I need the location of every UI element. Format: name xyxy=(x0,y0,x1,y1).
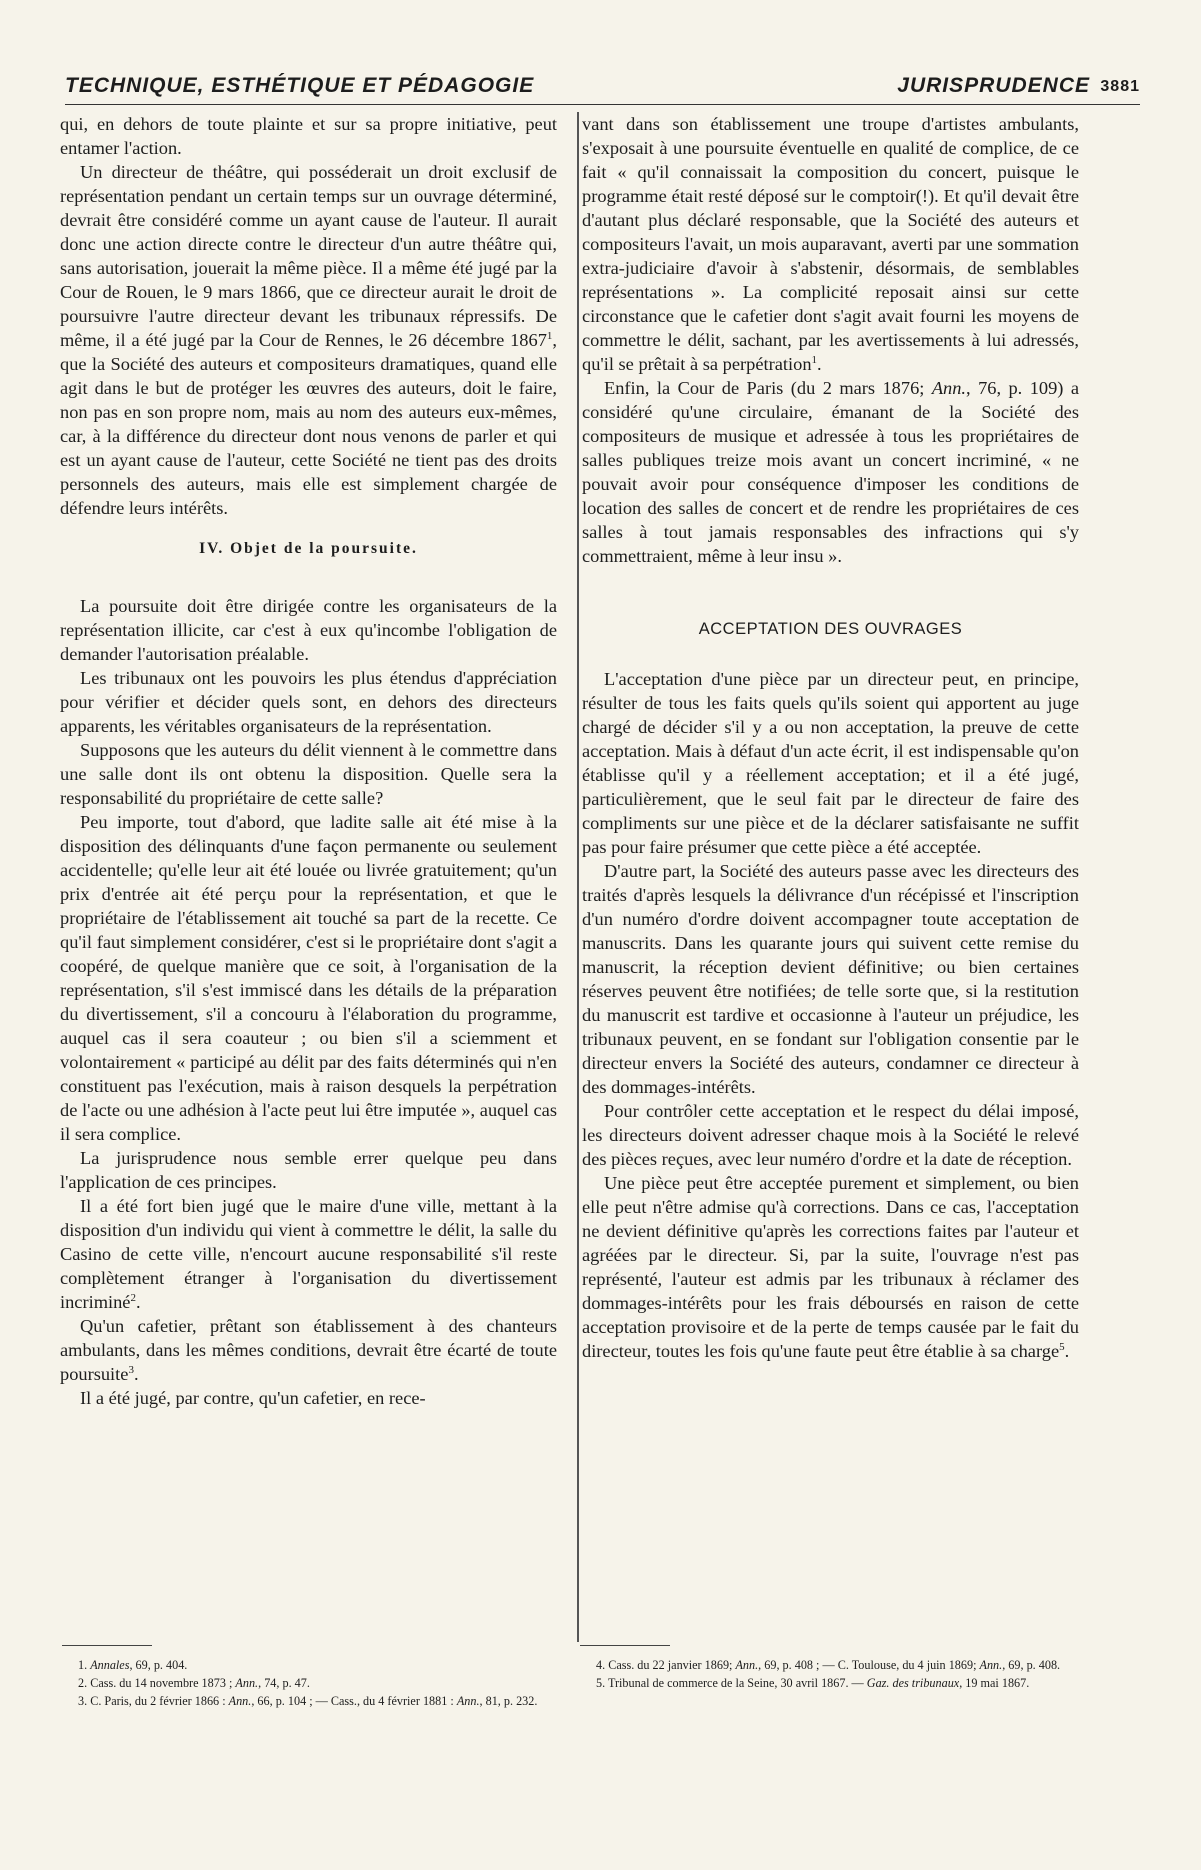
section-title: ACCEPTATION DES OUVRAGES xyxy=(698,620,963,638)
section-subheading: IV. Objet de la poursuite. xyxy=(199,540,418,557)
paragraph: Les tribunaux ont les pouvoirs les plus étendus d'appréciation pour vérifier et décider quels sont, en dehors des directeurs apparents, les véritables organisateurs de la représentation. xyxy=(60,668,557,736)
footnote-ref: 1 xyxy=(811,353,818,366)
footnote-rule-left xyxy=(62,1645,152,1646)
footnotes-left xyxy=(62,1656,562,1710)
paragraph: D'autre part, la Société des auteurs passe avec les directeurs des traités d'après lesquels la délivrance d'un récépissé et l'inscription d'un numéro d'ordre doivent accompagner toute acceptation de manuscrits. Dans les quarante jours qui suivent cette remise du manuscrit, la réception devient définitive; ou bien certaines réserves peuvent être notifiées; de telle sorte que, si la restitution du manuscrit est tardive et occasionne à l'auteur un préjudice, les tribunaux peuvent, en se fondant sur l'obligation consentie par le directeur envers la Société des auteurs, condamner ce directeur à des dommages-intérêts. xyxy=(582,861,1079,1097)
paragraph: Peu importe, tout d'abord, que ladite salle ait été mise à la disposition des délinquants d'une façon permanente ou seulement accidentelle; qu'elle leur ait été louée ou livrée gratuitement; qu'un prix d'entrée ait été perçu pour la représentation, et que le propriétaire de l'établissement ait touché sa part de la recette. Ce qu'il faut simplement considérer, c'est si le propriétaire dont s'agit a coopéré, de quelque manière que ce soit, à l'organisation de la représentation, s'il s'est immiscé dans les détails de la préparation du divertissement, s'il a concouru à l'élaboration du programme, auquel cas il sera coauteur ; ou bien s'il a sciemment et volontairement « participé au délit par des faits déterminés qui n'en constituent pas l'exécution, mais à raison desquels la perpétration de l'acte ou une adhésion à l'acte peut lui être imputée », auquel cas il sera complice. xyxy=(60,812,557,1144)
paragraph: Pour contrôler cette acceptation et le respect du délai imposé, les directeurs doivent adresser chaque mois à la Société le relevé des pièces reçues, avec leur numéro d'ordre et la date de réception. xyxy=(582,1101,1079,1169)
paragraph: Qu'un cafetier, prêtant son établissement à des chanteurs ambulants, dans les mêmes conditions, devrait être écarté de toute poursuite$^3$. xyxy=(60,1316,557,1384)
header-left-title: TECHNIQUE, ESTHÉTIQUE ET PÉDAGOGIE xyxy=(65,74,535,97)
column-divider xyxy=(577,112,579,1642)
paragraph: Il a été fort bien jugé que le maire d'une ville, mettant à la disposition d'un individu qui vient à commettre le délit, la salle du Casino de cette ville, n'encourt aucune responsabilité s'il reste complètement étranger à l'organisation du divertissement incriminé$^2$. xyxy=(60,1196,557,1312)
paragraph: L'acceptation d'une pièce par un directeur peut, en principe, résulter de tous les faits quels qu'ils soient qui apportent au juge chargé de décider s'il y a ou non acceptation, la preuve de cette acceptation. Mais à défaut d'un acte écrit, il est indispensable qu'on établisse qu'il y a réellement acceptation; et il a été jugé, particulièrement, que le seul fait par le directeur de faire des compliments sur une pièce et de la déclarer satisfaisante ne suffit pas pour faire présumer que cette pièce a été acceptée. xyxy=(582,669,1079,857)
footnote-ref: 5 xyxy=(1059,1340,1065,1353)
footnote-ref: 1 xyxy=(546,329,553,342)
paragraph: Un directeur de théâtre, qui posséderait un droit exclusif de représentation pendant un certain temps sur un ouvrage déterminé, devrait être considéré comme un ayant cause de l'auteur. Il aurait donc une action directe contre le directeur d'un autre théâtre qui, sans autorisation, jouerait la même pièce. Il a même été jugé par la Cour de Rouen, le 9 mars 1866, que ce directeur aurait le droit de poursuivre l'autre directeur devant les tribunaux répressifs. De même, il a été jugé par la Cour de Rennes, le 26 décembre 1867$^1$, que la Société des auteurs et compositeurs dramatiques, quand elle agit dans le but de protéger les œuvres des auteurs, doit le faire, non pas en son propre nom, mais au nom des auteurs eux-mêmes, car, à la différence du directeur dont nous venons de parler et qui est un ayant cause de l'auteur, cette Société ne tient pas des droits personnels des auteurs, mais elle est simplement chargée de défendre leurs intérêts. xyxy=(60,162,557,518)
paragraph: vant dans son établissement une troupe d'artistes ambulants, s'exposait à une poursuite éventuelle en qualité de complice, de ce fait « qu'il connaissait la composition du concert, puisque le programme était resté déposé sur le comptoir(!). Et qu'il devait être d'autant plus déclaré responsable, que la Société des auteurs et compositeurs l'avait, un mois auparavant, averti par une sommation extra-judiciaire d'avoir à s'abstenir, désormais, de semblables représentations ». La complicité reposait ainsi sur cette circonstance que le cafetier dont s'agit avait fourni les moyens de commettre le délit, sachant, par les avertissements à lui adressés, qu'il se prêtait à sa perpétration$^1$. xyxy=(582,114,1079,374)
footnote-ref: 3 xyxy=(128,1363,134,1376)
paragraph: La jurisprudence nous semble errer quelque peu dans l'application de ces principes. xyxy=(60,1148,557,1192)
footnote-ref: 2 xyxy=(130,1291,136,1304)
footnote: 5. Tribunal de commerce de la Seine, 30 avril 1867. — Gaz. des tribunaux, 19 mai 1867. xyxy=(596,1676,1030,1690)
paragraph: La poursuite doit être dirigée contre les organisateurs de la représentation illicite, car c'est à eux qu'incombe l'obligation de demander l'autorisation préalable. xyxy=(60,596,557,664)
paragraph: qui, en dehors de toute plainte et sur sa propre initiative, peut entamer l'action. xyxy=(60,114,557,158)
page-number: 3881 xyxy=(1100,78,1140,95)
footnote: 1. Annales, 69, p. 404. xyxy=(78,1658,188,1672)
paragraph: Une pièce peut être acceptée purement et simplement, ou bien elle peut n'être admise qu'à corrections. Dans ce cas, l'acceptation ne devient définitive qu'après les corrections faites par l'auteur et agréées par le directeur. Si, par la suite, l'ouvrage n'est pas représenté, l'auteur est admis par les tribunaux à réclamer des dommages-intérêts pour les frais déboursés en raison de cette acceptation provisoire et de la perte de temps causée par le fait du directeur, toutes les fois qu'une faute peut être établie à sa charge$^5$. xyxy=(582,1173,1079,1361)
running-header xyxy=(65,72,1140,105)
footnote-rule-right xyxy=(580,1645,670,1646)
paragraph: Supposons que les auteurs du délit viennent à le commettre dans une salle dont ils ont obtenu la disposition. Quelle sera la responsabilité du propriétaire de cette salle? xyxy=(60,740,557,808)
footnote: 2. Cass. du 14 novembre 1873 ; Ann., 74, p. 47. xyxy=(78,1676,310,1690)
header-right-title: JURISPRUDENCE xyxy=(897,74,1090,97)
footnote: 3. C. Paris, du 2 février 1866 : Ann., 66, p. 104 ; — Cass., du 4 février 1881 : Ann., 81, p. 232. xyxy=(78,1694,538,1708)
paragraph: Il a été jugé, par contre, qu'un cafetier, en rece- xyxy=(80,1388,426,1408)
right-column xyxy=(582,112,1079,1363)
footnotes-right xyxy=(580,1656,1080,1692)
footnote: 4. Cass. du 22 janvier 1869; Ann., 69, p. 408 ; — C. Toulouse, du 4 juin 1869; Ann., 69, p. 408. xyxy=(596,1658,1061,1672)
paragraph: Enfin, la Cour de Paris (du 2 mars 1876; Ann., 76, p. 109) a considéré qu'une circulaire, émanant de la Société des compositeurs de musique et adressée à tous les propriétaires de salles publiques treize mois avant un concert incriminé, « ne pouvait avoir pour conséquence d'imposer les conditions de location des salles de concert et de rendre les propriétaires de ces salles à tout jamais responsables des infractions qui s'y commettraient, même à leur insu ». xyxy=(582,378,1079,566)
left-column xyxy=(60,112,557,1410)
